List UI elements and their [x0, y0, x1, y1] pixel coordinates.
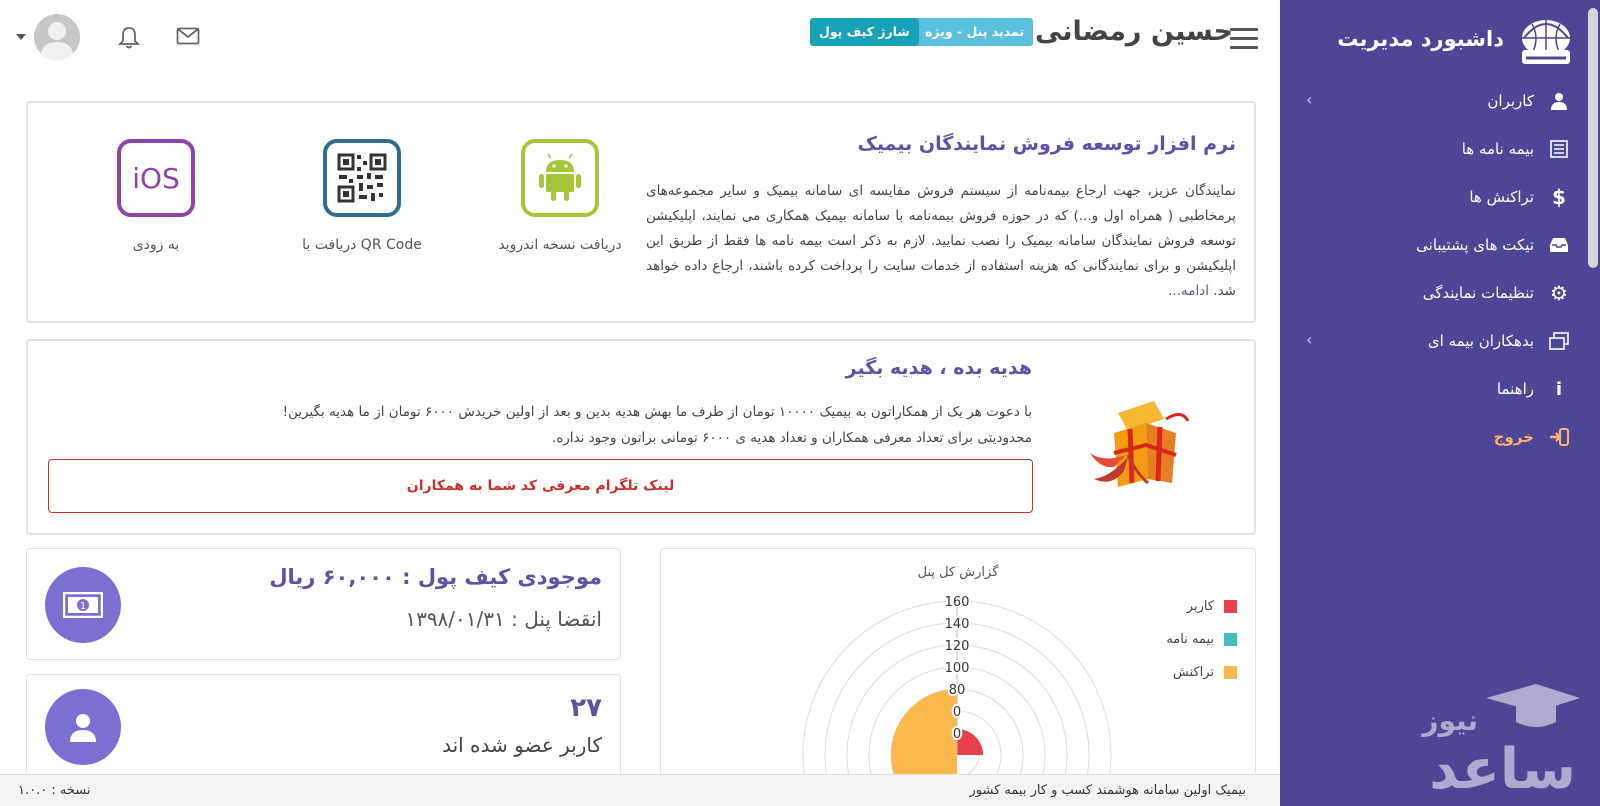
bimik-logo-icon[interactable] — [1516, 16, 1576, 70]
watermark-text-main: ساعد — [1429, 737, 1576, 800]
chart-tick-label: 160 — [944, 595, 970, 610]
sidebar-item-label: راهنما — [1496, 380, 1534, 398]
legend-label: تراکنش — [1172, 665, 1214, 680]
gift-box-icon — [1084, 383, 1194, 493]
user-name: حسین رمضانی — [1035, 16, 1234, 47]
sidebar-item-logout[interactable] — [1280, 414, 1600, 462]
saed-news-watermark — [1366, 680, 1586, 800]
panel-report-chart-card — [660, 548, 1256, 806]
sidebar-item-agency-settings[interactable] — [1280, 270, 1600, 318]
chart-tick-label: 0 — [952, 705, 962, 720]
sidebar-item-users[interactable] — [1280, 78, 1600, 126]
info-icon: i — [1555, 378, 1563, 400]
hamburger-menu-icon[interactable] — [1230, 28, 1258, 55]
sidebar-header — [1284, 12, 1584, 74]
gift-line-1: با دعوت هر یک از همکاراتون به بیمیک ۱۰۰۰۰ تومان از طرف ما بهش هدیه بدین و بعد از اولین خریدش ۶۰۰۰ تومان از ما هدیه بگیرین! — [282, 404, 1032, 420]
wallet-balance: موجودی کیف پول : ۶۰,۰۰۰ ریال — [269, 565, 602, 589]
legend-label: کاربر — [1186, 599, 1214, 614]
footer-slogan: بیمیک اولین سامانه هوشمند کسب و کار بیمه کشور — [969, 783, 1246, 798]
qr-label: دریافت با QR Code — [302, 237, 422, 253]
ios-icon — [117, 139, 195, 217]
chevron-left-icon: ‹ — [1306, 330, 1313, 349]
sidebar — [1280, 0, 1600, 806]
sidebar-title: داشبورد مدیریت — [1337, 27, 1504, 51]
apps-card-body: نمایندگان عزیز، جهت ارجاع بیمه‌نامه از سیستم فروش مقایسه ای سامانه بیمیک و سایر مجموعه‌های پرمخاطبی ( همراه اول و...) که در حوزه فروش بیمه‌نامه با سامانه بیمیک همکاری می نمایند، اپلیکیشن توسعه فروش نمایندگان سامانه بیمیک را نصب نمایید. لازم به ذکر است بیمه نامه ها فقط از طریق این اپلیکیشن و برای نمایندگانی که هزینه استفاده از خدمات سایت را پرداخت کرده باشند، ارجاع داده خواهد شد. — [646, 183, 1236, 299]
legend-label: بیمه نامه — [1166, 632, 1214, 647]
dollar-icon: $ — [1552, 185, 1566, 209]
chart-tick-label: 120 — [944, 639, 970, 654]
sidebar-item-tickets[interactable] — [1280, 222, 1600, 270]
panel-expiry: انقضا پنل : ۱۳۹۸/۰۱/۳۱ — [405, 607, 602, 631]
sidebar-item-label: خروج — [1493, 428, 1534, 446]
sidebar-item-label: کاربران — [1487, 92, 1534, 110]
gift-card-text — [152, 399, 1032, 451]
chart-tick-label: 80 — [948, 683, 966, 698]
watermark-text-top: نیوز — [1422, 704, 1478, 737]
sidebar-item-transactions[interactable] — [1280, 174, 1600, 222]
avatar[interactable] — [34, 14, 80, 60]
chevron-down-icon[interactable] — [16, 34, 26, 40]
renew-panel-badge[interactable]: تمدید پنل - ویژه — [916, 18, 1033, 46]
sidebar-item-label: تیکت های پشتیبانی — [1416, 236, 1534, 254]
user-icon — [1548, 90, 1570, 112]
sidebar-item-label: تنظیمات نمایندگی — [1422, 284, 1534, 302]
document-list-icon — [1548, 138, 1570, 160]
gear-icon: ⚙ — [1550, 281, 1568, 305]
apps-card-text — [646, 179, 1236, 304]
read-more-link[interactable]: ادامه... — [1168, 283, 1209, 299]
sidebar-item-debtors[interactable] — [1280, 318, 1600, 366]
charge-wallet-badge[interactable]: شارژ کیف پول — [810, 18, 919, 46]
android-icon — [521, 139, 599, 217]
gift-card — [26, 339, 1256, 535]
gift-card-title: هدیه بده ، هدیه بگیر — [845, 357, 1032, 379]
wallet-card — [26, 548, 621, 660]
sign-out-icon — [1548, 426, 1570, 448]
money-icon — [45, 567, 121, 643]
qr-download[interactable] — [282, 139, 442, 253]
chevron-left-icon: ‹ — [1306, 90, 1313, 109]
ios-text: iOS — [132, 161, 180, 195]
sidebar-menu — [1280, 78, 1600, 462]
apps-card-title: نرم افزار توسعه فروش نمایندگان بیمیک — [857, 133, 1236, 155]
gift-line-2: محدودیتی برای تعداد معرفی همکاران و تعداد هدیه ی ۶۰۰۰ تومانی براتون وجود نداره. — [551, 430, 1032, 446]
inbox-icon — [1548, 234, 1570, 256]
qr-code-icon — [323, 139, 401, 217]
ios-label: به زودی — [132, 237, 180, 253]
sidebar-item-label: تراکنش ها — [1469, 188, 1534, 206]
sidebar-item-label: بیمه نامه ها — [1461, 140, 1534, 158]
android-download[interactable] — [480, 139, 640, 253]
sidebar-item-help[interactable] — [1280, 366, 1600, 414]
svg-text:1: 1 — [79, 601, 87, 612]
envelope-icon[interactable] — [176, 26, 202, 50]
footer-version: نسخه : ۱.۰.۰ — [18, 783, 91, 798]
chart-tick-label: 140 — [944, 617, 970, 632]
bell-icon[interactable] — [118, 26, 144, 50]
users-count: ۲۷ — [570, 693, 602, 723]
polar-area-chart — [661, 549, 1257, 806]
apps-card — [26, 101, 1256, 323]
chart-tick-label: 0 — [952, 727, 962, 742]
sidebar-item-policies[interactable] — [1280, 126, 1600, 174]
ios-download[interactable] — [76, 139, 236, 253]
footer — [0, 774, 1280, 806]
chart-tick-label: 100 — [944, 661, 970, 676]
top-bar — [0, 0, 1280, 78]
users-label: کاربر عضو شده اند — [442, 733, 602, 757]
user-icon — [45, 689, 121, 765]
sidebar-item-label: بدهکاران بیمه ای — [1427, 332, 1534, 350]
android-label: دریافت نسخه اندروید — [498, 237, 622, 253]
windows-icon — [1548, 330, 1570, 352]
chart-title: گزارش کل پنل — [917, 565, 999, 580]
telegram-referral-button[interactable]: لینک تلگرام معرفی کد شما به همکاران — [48, 459, 1033, 513]
